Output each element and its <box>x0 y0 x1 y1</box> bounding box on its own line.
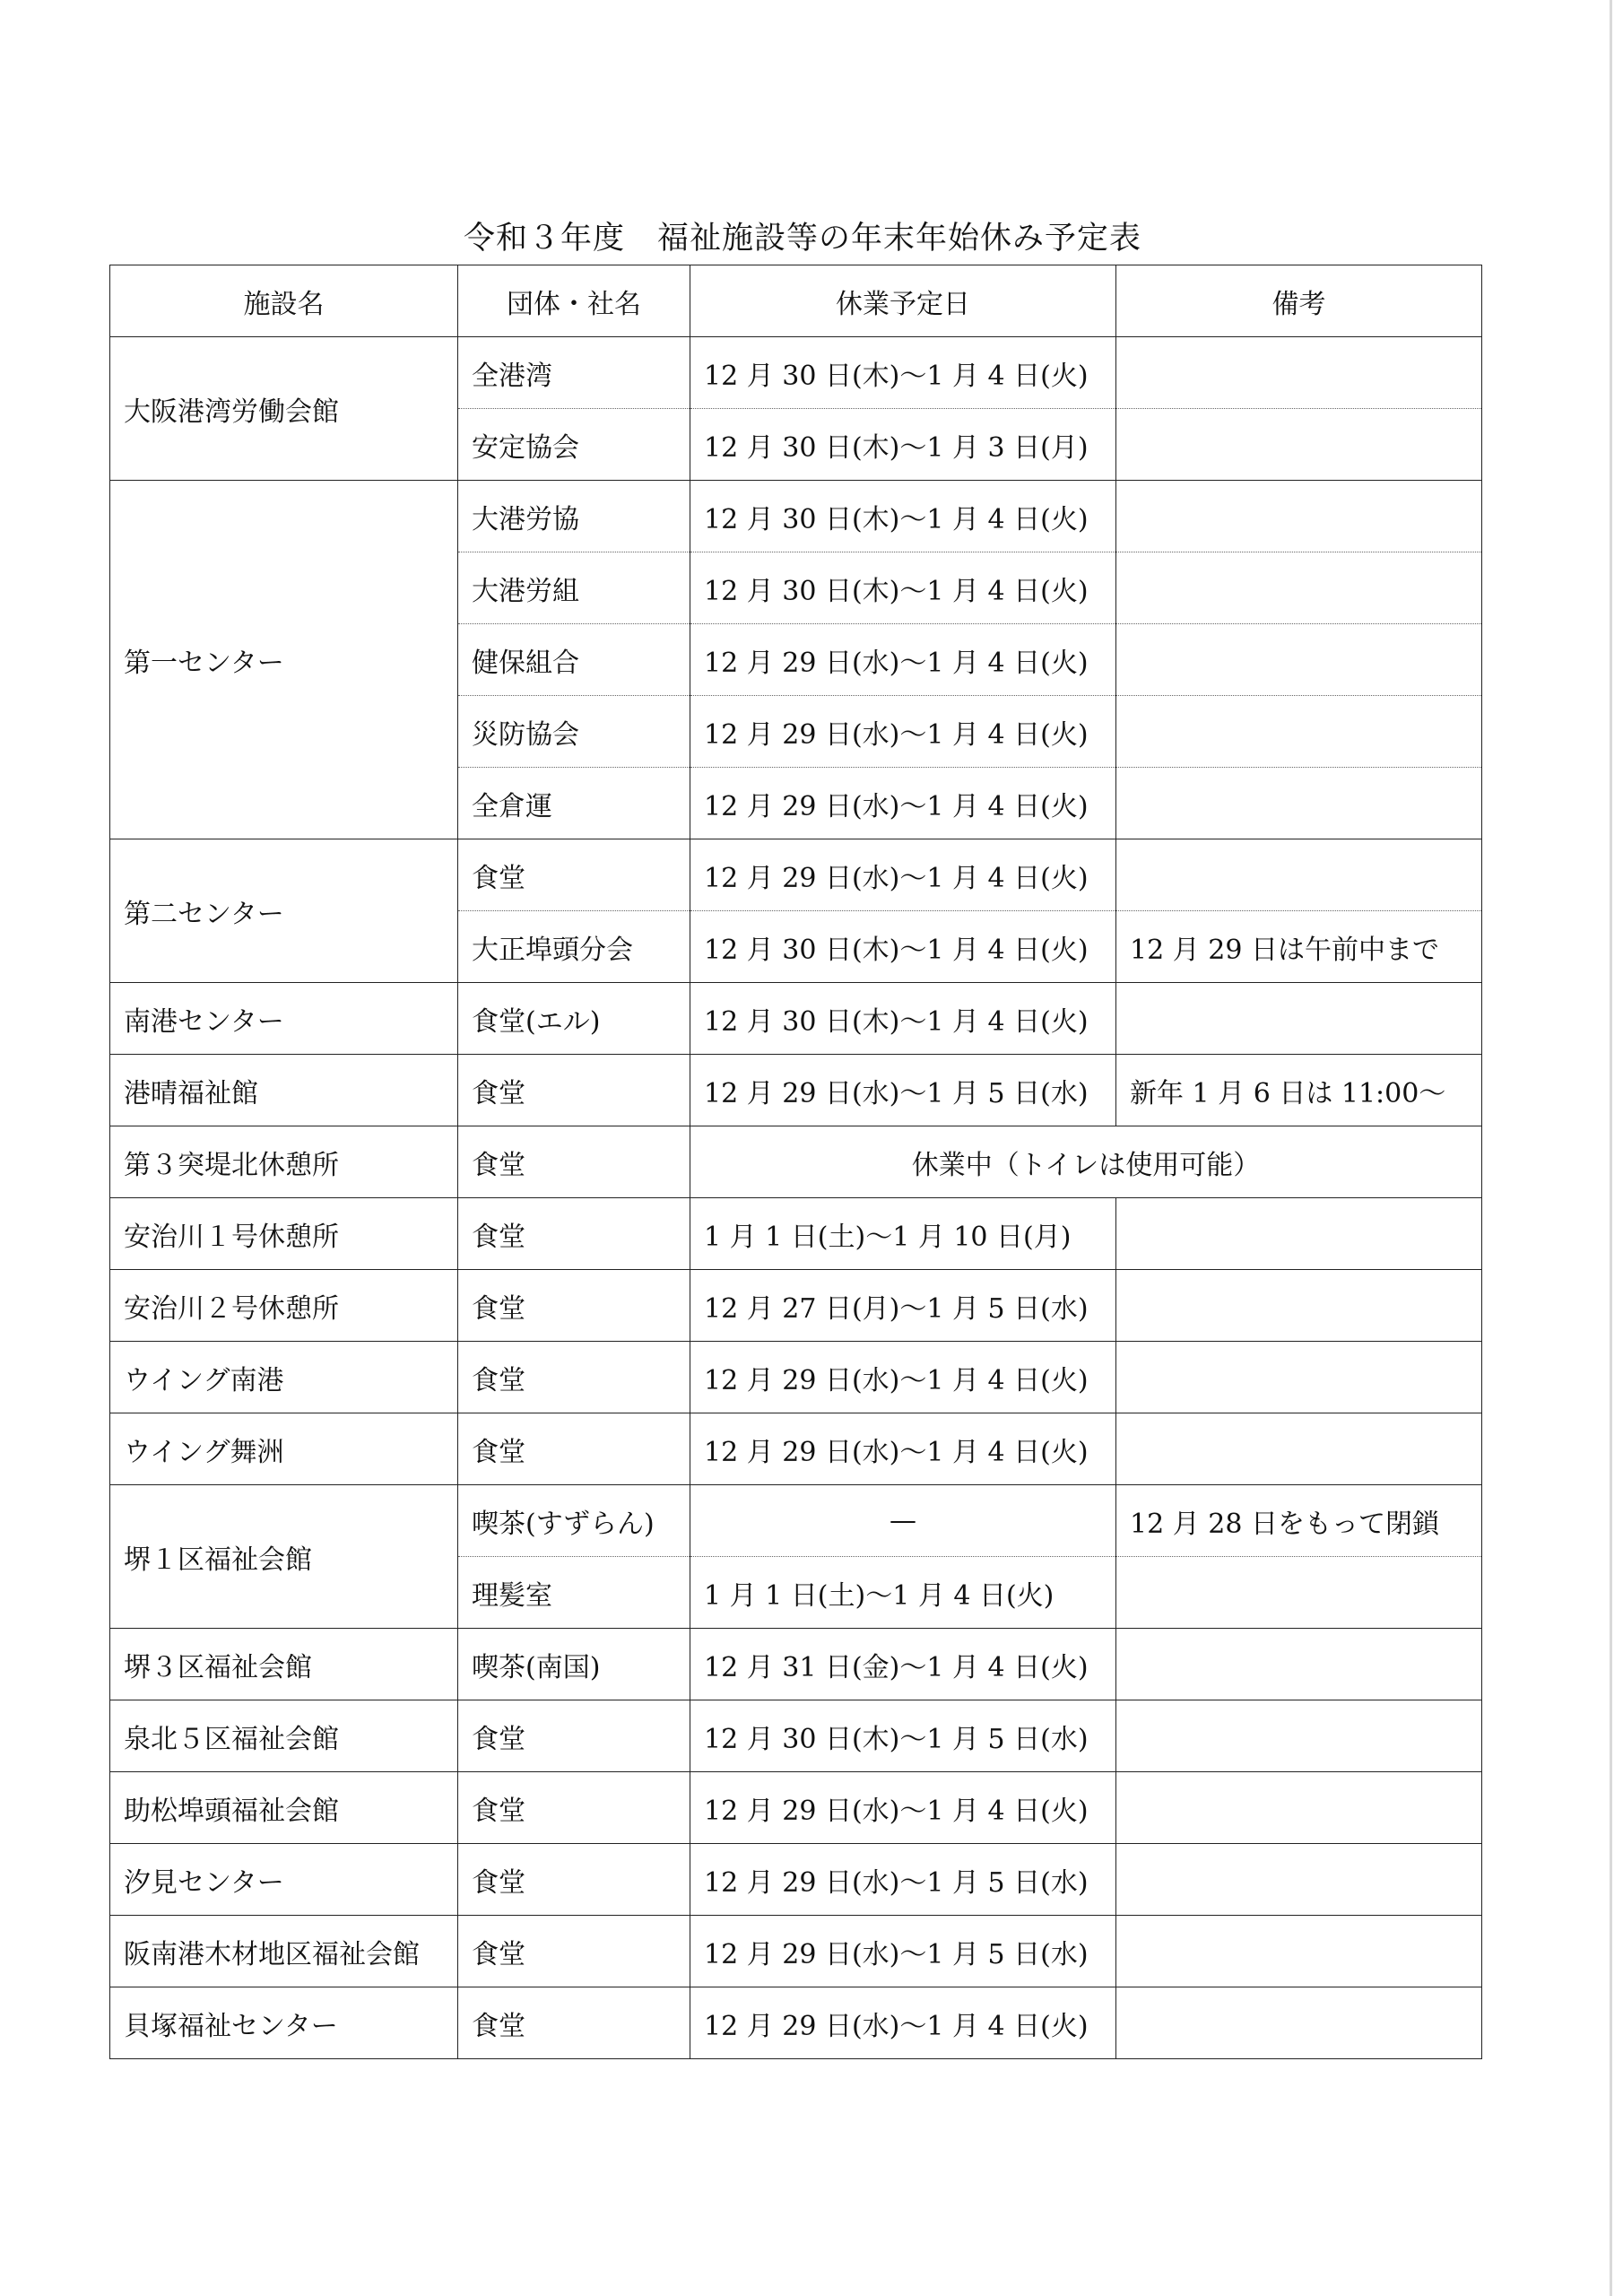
facility-cell: 南港センター <box>110 983 458 1055</box>
dates-cell: 12 月 29 日(水)〜1 月 5 日(水) <box>690 1055 1116 1126</box>
facility-cell: 泉北５区福祉会館 <box>110 1700 458 1772</box>
dates-cell: 12 月 29 日(水)〜1 月 4 日(火) <box>690 696 1116 768</box>
org-cell: 食堂 <box>458 1198 690 1270</box>
note-cell <box>1116 409 1482 481</box>
table-row <box>110 983 1482 1055</box>
dates-cell: 12 月 30 日(木)〜1 月 5 日(水) <box>690 1700 1116 1772</box>
dates-cell: 12 月 30 日(木)〜1 月 4 日(火) <box>690 337 1116 409</box>
facility-cell: 堺３区福祉会館 <box>110 1629 458 1700</box>
org-cell: 食堂 <box>458 1844 690 1916</box>
holiday-schedule-table <box>109 265 1482 2059</box>
org-cell: 災防協会 <box>458 696 690 768</box>
org-cell: 全港湾 <box>458 337 690 409</box>
note-cell <box>1116 983 1482 1055</box>
note-cell <box>1116 624 1482 696</box>
table-row <box>110 1629 1482 1700</box>
org-cell: 食堂 <box>458 839 690 911</box>
org-cell: 喫茶(すずらん) <box>458 1485 690 1557</box>
note-cell <box>1116 1916 1482 1987</box>
note-cell <box>1116 768 1482 839</box>
note-cell <box>1116 337 1482 409</box>
dates-cell: 1 月 1 日(土)〜1 月 4 日(火) <box>690 1557 1116 1629</box>
note-cell: 12 月 29 日は午前中まで <box>1116 911 1482 983</box>
org-cell: 食堂 <box>458 1126 690 1198</box>
note-cell <box>1116 1557 1482 1629</box>
org-cell: 食堂(エル) <box>458 983 690 1055</box>
dates-cell: 12 月 29 日(水)〜1 月 4 日(火) <box>690 1987 1116 2059</box>
note-cell <box>1116 1413 1482 1485</box>
org-cell: 食堂 <box>458 1987 690 2059</box>
facility-cell: 第３突堤北休憩所 <box>110 1126 458 1198</box>
note-cell <box>1116 552 1482 624</box>
header-remarks: 備考 <box>1116 265 1482 337</box>
header-facility: 施設名 <box>110 265 458 337</box>
table-row <box>110 481 1482 552</box>
dates-cell: 1 月 1 日(土)〜1 月 10 日(月) <box>690 1198 1116 1270</box>
org-cell: 大正埠頭分会 <box>458 911 690 983</box>
table-row <box>110 1916 1482 1987</box>
dates-cell: 12 月 29 日(水)〜1 月 4 日(火) <box>690 1342 1116 1413</box>
note-cell <box>1116 839 1482 911</box>
note-cell <box>1116 1844 1482 1916</box>
dates-cell: 12 月 30 日(木)〜1 月 4 日(火) <box>690 552 1116 624</box>
org-cell: 食堂 <box>458 1055 690 1126</box>
header-organization: 団体・社名 <box>458 265 690 337</box>
dates-cell: 12 月 30 日(木)〜1 月 4 日(火) <box>690 983 1116 1055</box>
org-cell: 理髪室 <box>458 1557 690 1629</box>
facility-cell: 汐見センター <box>110 1844 458 1916</box>
facility-cell: 安治川１号休憩所 <box>110 1198 458 1270</box>
note-cell <box>1116 1198 1482 1270</box>
org-cell: 全倉運 <box>458 768 690 839</box>
dates-cell: 12 月 30 日(木)〜1 月 4 日(火) <box>690 911 1116 983</box>
table-row <box>110 1700 1482 1772</box>
table-row <box>110 1055 1482 1126</box>
org-cell: 食堂 <box>458 1772 690 1844</box>
table-row <box>110 1485 1482 1557</box>
table-row <box>110 1772 1482 1844</box>
facility-cell: 第二センター <box>110 839 458 983</box>
table-row <box>110 337 1482 409</box>
table-row <box>110 839 1482 911</box>
closure-notice-cell: 休業中（トイレは使用可能） <box>690 1126 1482 1198</box>
dates-cell: 12 月 31 日(金)〜1 月 4 日(火) <box>690 1629 1116 1700</box>
table-header-row <box>110 265 1482 337</box>
facility-cell: ウイング舞洲 <box>110 1413 458 1485</box>
org-cell: 大港労協 <box>458 481 690 552</box>
org-cell: 食堂 <box>458 1413 690 1485</box>
note-cell <box>1116 1629 1482 1700</box>
table-row <box>110 1413 1482 1485</box>
note-cell <box>1116 1700 1482 1772</box>
header-closure-dates: 休業予定日 <box>690 265 1116 337</box>
facility-cell: 堺１区福祉会館 <box>110 1485 458 1629</box>
org-cell: 食堂 <box>458 1700 690 1772</box>
note-cell <box>1116 1342 1482 1413</box>
table-row <box>110 1342 1482 1413</box>
facility-cell: 大阪港湾労働会館 <box>110 337 458 481</box>
note-cell <box>1116 696 1482 768</box>
dates-cell: 12 月 30 日(木)〜1 月 4 日(火) <box>690 481 1116 552</box>
dates-cell: 12 月 27 日(月)〜1 月 5 日(水) <box>690 1270 1116 1342</box>
dates-cell: 12 月 29 日(水)〜1 月 4 日(火) <box>690 768 1116 839</box>
note-cell <box>1116 481 1482 552</box>
document-title: 令和３年度 福祉施設等の年末年始休み予定表 <box>463 221 1141 257</box>
dates-cell: 12 月 29 日(水)〜1 月 4 日(火) <box>690 1413 1116 1485</box>
org-cell: 食堂 <box>458 1916 690 1987</box>
note-cell: 新年 1 月 6 日は 11:00〜 <box>1116 1055 1482 1126</box>
org-cell: 食堂 <box>458 1270 690 1342</box>
note-cell <box>1116 1987 1482 2059</box>
table-row <box>110 1270 1482 1342</box>
dates-cell: 12 月 29 日(水)〜1 月 5 日(水) <box>690 1916 1116 1987</box>
dates-cell: 12 月 29 日(水)〜1 月 4 日(火) <box>690 839 1116 911</box>
table-row <box>110 1198 1482 1270</box>
dates-cell: 12 月 29 日(水)〜1 月 4 日(火) <box>690 1772 1116 1844</box>
dates-cell: 12 月 29 日(水)〜1 月 4 日(火) <box>690 624 1116 696</box>
org-cell: 大港労組 <box>458 552 690 624</box>
note-cell: 12 月 28 日をもって閉鎖 <box>1116 1485 1482 1557</box>
dates-cell: 12 月 29 日(水)〜1 月 5 日(水) <box>690 1844 1116 1916</box>
org-cell: 食堂 <box>458 1342 690 1413</box>
dates-cell: — <box>690 1485 1116 1557</box>
table-row <box>110 1844 1482 1916</box>
note-cell <box>1116 1270 1482 1342</box>
facility-cell: 阪南港木材地区福祉会館 <box>110 1916 458 1987</box>
table-row <box>110 1126 1482 1198</box>
facility-cell: 貝塚福祉センター <box>110 1987 458 2059</box>
org-cell: 健保組合 <box>458 624 690 696</box>
facility-cell: ウイング南港 <box>110 1342 458 1413</box>
facility-cell: 港晴福祉館 <box>110 1055 458 1126</box>
page-edge-line <box>1610 0 1612 2296</box>
org-cell: 喫茶(南国) <box>458 1629 690 1700</box>
note-cell <box>1116 1772 1482 1844</box>
dates-cell: 12 月 30 日(木)〜1 月 3 日(月) <box>690 409 1116 481</box>
facility-cell: 助松埠頭福祉会館 <box>110 1772 458 1844</box>
org-cell: 安定協会 <box>458 409 690 481</box>
facility-cell: 安治川２号休憩所 <box>110 1270 458 1342</box>
facility-cell: 第一センター <box>110 481 458 839</box>
table-row <box>110 1987 1482 2059</box>
